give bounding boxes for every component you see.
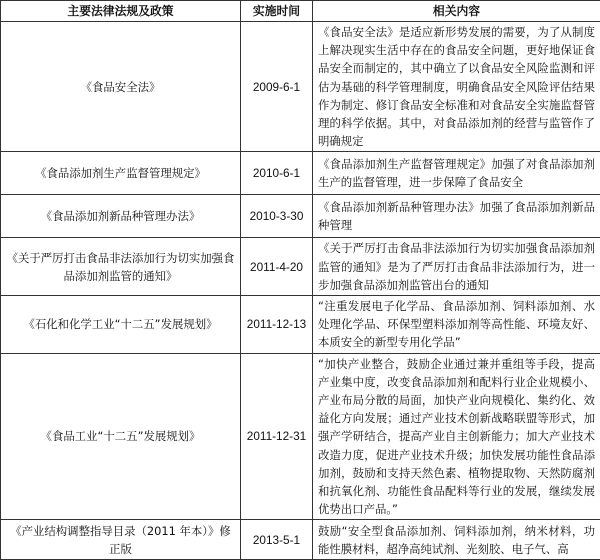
content-cell: 《食品添加剂生产监督管理规定》加强了对食品添加剂生产的监督管理，进一步保障了食品安全 — [313, 152, 600, 195]
date-cell: 2011-4-20 — [241, 238, 313, 296]
header-policy: 主要法律法规及政策 — [1, 1, 241, 22]
table-row — [1, 238, 600, 296]
policy-cell: 《食品添加剂生产监督管理规定》 — [1, 152, 241, 195]
date-cell: 2009-6-1 — [241, 22, 313, 152]
table-row — [1, 22, 600, 152]
table-row — [1, 195, 600, 238]
policy-cell: 《食品添加剂新品种管理办法》 — [1, 195, 241, 238]
content-cell: “加快产业整合，鼓励企业通过兼并重组等手段，提高产业集中度，改变食品添加剂和配料行业企业规模小、产业布局分散的局面，加快产业向规模化、集约化、效益化方向发展；通过产业技术创新战略联盟等形式，加强产学研结合，提高产业自主创新能力；加大产业技术改造力度，促进产业技术升级；加快发展功能性食品添加剂，鼓励和支持天然色素、植物提取物、天然防腐剂和抗氧化剂、功能性食品配料等行业的发展，继续发展优势出口产品。” — [313, 353, 600, 520]
header-date: 实施时间 — [241, 1, 313, 22]
table-row — [1, 353, 600, 520]
policy-cell: 《食品安全法》 — [1, 22, 241, 152]
table-row — [1, 152, 600, 195]
content-cell: 《关于严厉打击食品非法添加行为切实加强食品添加剂监管的通知》是为了严厉打击食品非法添加行为，进一步加强食品添加剂监管出台的通知 — [313, 238, 600, 296]
policy-cell: 《石化和化学工业“十二五”发展规划》 — [1, 296, 241, 354]
header-content: 相关内容 — [313, 1, 600, 22]
header-row — [1, 1, 600, 22]
date-cell: 2013-5-1 — [241, 520, 313, 560]
table-row — [1, 520, 600, 560]
date-cell: 2011-12-13 — [241, 296, 313, 354]
date-cell: 2010-3-30 — [241, 195, 313, 238]
content-cell: “注重发展电子化学品、食品添加剂、饲料添加剂、水处理化学品、环保型塑料添加剂等高性能、环境友好、本质安全的新型专用化学品” — [313, 296, 600, 354]
date-cell: 2010-6-1 — [241, 152, 313, 195]
table-row — [1, 296, 600, 354]
policy-cell: 《食品工业“十二五”发展规划》 — [1, 353, 241, 520]
policy-cell: 《关于严厉打击食品非法添加行为切实加强食品添加剂监管的通知》 — [1, 238, 241, 296]
content-cell: 《食品安全法》是适应新形势发展的需要，为了从制度上解决现实生活中存在的食品安全问题，更好地保证食品安全而制定的，其中确立了以食品安全风险监测和评估为基础的科学管理制度，明确食品安全风险评估结果作为制定、修订食品安全标准和对食品安全实施监督管理的科学依据。其中，对食品添加剂的经营与监管作了明确规定 — [313, 22, 600, 152]
content-cell: 《食品添加剂新品种管理办法》加强了食品添加剂新品种管理 — [313, 195, 600, 238]
content-cell: 鼓励“安全型食品添加剂、饲料添加剂，纳米材料，功能性膜材料，超净高纯试剂、光刻胶、电子气、高 — [313, 520, 600, 560]
policy-cell: 《产业结构调整指导目录（2011 年本）》修正版 — [1, 520, 241, 560]
date-cell: 2011-12-31 — [241, 353, 313, 520]
